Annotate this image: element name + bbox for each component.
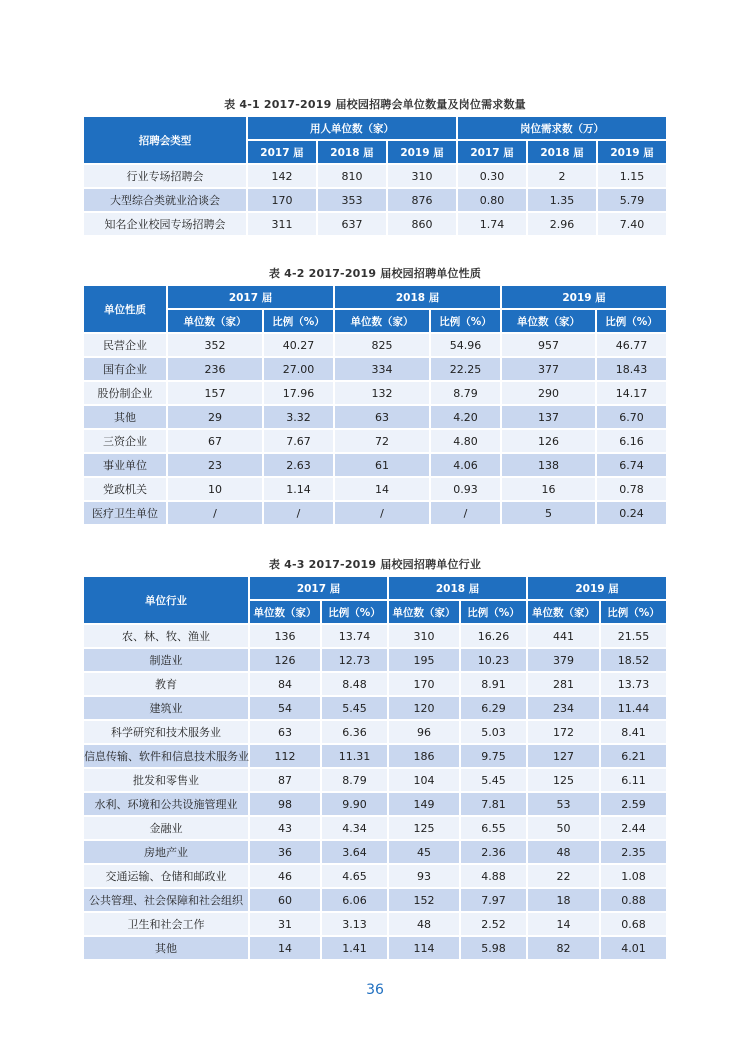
table-cell: /	[334, 501, 430, 525]
table-cell: 36	[249, 840, 321, 864]
row-label: 其他	[83, 405, 167, 429]
table-cell: 31	[249, 912, 321, 936]
row-label: 党政机关	[83, 477, 167, 501]
table-cell: 5.45	[460, 768, 527, 792]
table-cell: 234	[527, 696, 600, 720]
table-row	[83, 164, 667, 188]
table-row	[83, 453, 667, 477]
row-label: 农、林、牧、渔业	[83, 624, 249, 648]
row-label: 金融业	[83, 816, 249, 840]
table-cell: 6.21	[600, 744, 667, 768]
table-cell: 1.35	[527, 188, 597, 212]
table-cell: 290	[501, 381, 596, 405]
table-cell: 1.14	[263, 477, 334, 501]
year-header: 2017 届	[249, 576, 388, 600]
table-cell: 6.11	[600, 768, 667, 792]
row-label: 批发和零售业	[83, 768, 249, 792]
table1-caption: 表 4-1 2017-2019 届校园招聘会单位数量及岗位需求数量	[224, 98, 526, 111]
table-cell: 40.27	[263, 333, 334, 357]
table-cell: 13.74	[321, 624, 388, 648]
table-cell: 125	[388, 816, 460, 840]
table-cell: 4.01	[600, 936, 667, 960]
table-cell: 4.80	[430, 429, 501, 453]
table-cell: 98	[249, 792, 321, 816]
table-cell: 93	[388, 864, 460, 888]
table-cell: 72	[334, 429, 430, 453]
table1-row-header: 招聘会类型	[83, 116, 247, 164]
table-cell: 810	[317, 164, 387, 188]
table-cell: 46.77	[596, 333, 667, 357]
table-cell: 5.45	[321, 696, 388, 720]
table-cell: 281	[527, 672, 600, 696]
year-header: 2019 届	[501, 285, 667, 309]
table-cell: 48	[388, 912, 460, 936]
row-label: 房地产业	[83, 840, 249, 864]
table-row	[83, 212, 667, 236]
year-header: 2019 届	[527, 576, 667, 600]
table-cell: 11.44	[600, 696, 667, 720]
row-label: 建筑业	[83, 696, 249, 720]
table-cell: 353	[317, 188, 387, 212]
table-cell: 1.08	[600, 864, 667, 888]
table-cell: 334	[334, 357, 430, 381]
table-cell: 6.55	[460, 816, 527, 840]
table-cell: 7.67	[263, 429, 334, 453]
table-cell: 14.17	[596, 381, 667, 405]
table-row	[83, 696, 667, 720]
table-cell: 22.25	[430, 357, 501, 381]
table-row	[83, 429, 667, 453]
row-label: 信息传输、软件和信息技术服务业	[83, 744, 249, 768]
row-label: 行业专场招聘会	[83, 164, 247, 188]
table-cell: 5.79	[597, 188, 667, 212]
table-cell: 8.48	[321, 672, 388, 696]
table-cell: 17.96	[263, 381, 334, 405]
table-cell: 2.35	[600, 840, 667, 864]
table-cell: 10	[167, 477, 263, 501]
table-cell: 125	[527, 768, 600, 792]
row-label: 股份制企业	[83, 381, 167, 405]
row-label: 制造业	[83, 648, 249, 672]
table-cell: 8.41	[600, 720, 667, 744]
year-header: 2018 届	[334, 285, 501, 309]
table-row	[83, 648, 667, 672]
table-cell: 4.20	[430, 405, 501, 429]
table-cell: 11.31	[321, 744, 388, 768]
ratio-header: 比例（%）	[600, 600, 667, 624]
table-cell: 14	[334, 477, 430, 501]
table-cell: 50	[527, 816, 600, 840]
table1-body	[83, 164, 667, 236]
table-cell: 127	[527, 744, 600, 768]
table-cell: 352	[167, 333, 263, 357]
table-cell: 3.13	[321, 912, 388, 936]
table-cell: 6.36	[321, 720, 388, 744]
year-header: 2018 届	[317, 140, 387, 164]
table-row	[83, 381, 667, 405]
year-header: 2017 届	[247, 140, 317, 164]
table-cell: 6.16	[596, 429, 667, 453]
table-cell: 2.36	[460, 840, 527, 864]
table-cell: 18	[527, 888, 600, 912]
table3-row-header: 单位行业	[83, 576, 249, 624]
table-cell: 8.91	[460, 672, 527, 696]
table-cell: 16	[501, 477, 596, 501]
table-cell: 120	[388, 696, 460, 720]
table-cell: 142	[247, 164, 317, 188]
table-row	[83, 333, 667, 357]
row-label: 公共管理、社会保障和社会组织	[83, 888, 249, 912]
year-header: 2018 届	[527, 140, 597, 164]
table-cell: 2	[527, 164, 597, 188]
table-cell: 84	[249, 672, 321, 696]
table-cell: 4.88	[460, 864, 527, 888]
table3-body	[83, 624, 667, 960]
table-cell: 149	[388, 792, 460, 816]
year-header: 2019 届	[387, 140, 457, 164]
table-cell: 6.29	[460, 696, 527, 720]
table-cell: 22	[527, 864, 600, 888]
table-cell: 0.68	[600, 912, 667, 936]
row-label: 大型综合类就业洽谈会	[83, 188, 247, 212]
table-cell: 441	[527, 624, 600, 648]
table-cell: 860	[387, 212, 457, 236]
table-cell: 21.55	[600, 624, 667, 648]
ratio-header: 比例（%）	[430, 309, 501, 333]
table-cell: 1.74	[457, 212, 527, 236]
table-cell: 43	[249, 816, 321, 840]
table-row	[83, 672, 667, 696]
row-label: 知名企业校园专场招聘会	[83, 212, 247, 236]
page-number: 36	[366, 982, 384, 998]
count-header: 单位数（家）	[527, 600, 600, 624]
table-4-2	[83, 285, 667, 525]
count-header: 单位数（家）	[501, 309, 596, 333]
table-cell: 152	[388, 888, 460, 912]
row-label: 水利、环境和公共设施管理业	[83, 792, 249, 816]
table-cell: 13.73	[600, 672, 667, 696]
table-cell: 2.59	[600, 792, 667, 816]
table1-group-header: 用人单位数（家）	[247, 116, 457, 140]
table-cell: 61	[334, 453, 430, 477]
table-cell: 6.70	[596, 405, 667, 429]
table-cell: 195	[388, 648, 460, 672]
table3-caption: 表 4-3 2017-2019 届校园招聘单位行业	[268, 558, 482, 571]
table-cell: 6.06	[321, 888, 388, 912]
row-label: 科学研究和技术服务业	[83, 720, 249, 744]
table-row	[83, 477, 667, 501]
table-cell: 157	[167, 381, 263, 405]
table-cell: 137	[501, 405, 596, 429]
ratio-header: 比例（%）	[460, 600, 527, 624]
table-cell: 18.43	[596, 357, 667, 381]
table-cell: 9.75	[460, 744, 527, 768]
table-cell: 170	[247, 188, 317, 212]
table-cell: 104	[388, 768, 460, 792]
table-cell: 126	[501, 429, 596, 453]
table2-caption: 表 4-2 2017-2019 届校园招聘单位性质	[268, 267, 482, 280]
table-cell: 957	[501, 333, 596, 357]
table-cell: 14	[249, 936, 321, 960]
table-cell: 132	[334, 381, 430, 405]
table-cell: 53	[527, 792, 600, 816]
table-4-1	[83, 116, 667, 236]
table-cell: 7.97	[460, 888, 527, 912]
table-cell: 1.41	[321, 936, 388, 960]
table-cell: 114	[388, 936, 460, 960]
ratio-header: 比例（%）	[263, 309, 334, 333]
ratio-header: 比例（%）	[321, 600, 388, 624]
table-cell: 4.65	[321, 864, 388, 888]
table-cell: 54	[249, 696, 321, 720]
table-row	[83, 864, 667, 888]
table-row	[83, 840, 667, 864]
table-cell: 8.79	[321, 768, 388, 792]
ratio-header: 比例（%）	[596, 309, 667, 333]
row-label: 其他	[83, 936, 249, 960]
table-cell: 60	[249, 888, 321, 912]
row-label: 卫生和社会工作	[83, 912, 249, 936]
table-cell: 29	[167, 405, 263, 429]
table-cell: 2.52	[460, 912, 527, 936]
row-label: 民营企业	[83, 333, 167, 357]
row-label: 教育	[83, 672, 249, 696]
table-cell: 170	[388, 672, 460, 696]
table-cell: 12.73	[321, 648, 388, 672]
table-cell: 112	[249, 744, 321, 768]
table-cell: /	[263, 501, 334, 525]
table-cell: 63	[334, 405, 430, 429]
table-cell: 46	[249, 864, 321, 888]
table-cell: 236	[167, 357, 263, 381]
table-cell: 126	[249, 648, 321, 672]
table-cell: 186	[388, 744, 460, 768]
table-cell: 825	[334, 333, 430, 357]
count-header: 单位数（家）	[334, 309, 430, 333]
table-cell: /	[167, 501, 263, 525]
table-cell: 6.74	[596, 453, 667, 477]
table-cell: 16.26	[460, 624, 527, 648]
row-label: 交通运输、仓储和邮政业	[83, 864, 249, 888]
table-cell: 310	[387, 164, 457, 188]
table-cell: 4.06	[430, 453, 501, 477]
table-cell: 8.79	[430, 381, 501, 405]
row-label: 三资企业	[83, 429, 167, 453]
table-cell: 96	[388, 720, 460, 744]
table-cell: 4.34	[321, 816, 388, 840]
table-cell: 379	[527, 648, 600, 672]
table-cell: 27.00	[263, 357, 334, 381]
table-cell: 23	[167, 453, 263, 477]
table-cell: 54.96	[430, 333, 501, 357]
table-cell: 10.23	[460, 648, 527, 672]
table-row	[83, 624, 667, 648]
table-cell: 876	[387, 188, 457, 212]
table-cell: 63	[249, 720, 321, 744]
table-row	[83, 188, 667, 212]
table-cell: 0.80	[457, 188, 527, 212]
table-cell: /	[430, 501, 501, 525]
table-cell: 172	[527, 720, 600, 744]
table-cell: 18.52	[600, 648, 667, 672]
table-cell: 2.96	[527, 212, 597, 236]
table-cell: 0.24	[596, 501, 667, 525]
table-cell: 0.30	[457, 164, 527, 188]
table-cell: 0.78	[596, 477, 667, 501]
table-4-3	[83, 576, 667, 960]
table-cell: 1.15	[597, 164, 667, 188]
table1-group-header: 岗位需求数（万）	[457, 116, 667, 140]
table-cell: 637	[317, 212, 387, 236]
table-cell: 136	[249, 624, 321, 648]
table-cell: 3.64	[321, 840, 388, 864]
table-cell: 67	[167, 429, 263, 453]
row-label: 国有企业	[83, 357, 167, 381]
table-row	[83, 792, 667, 816]
year-header: 2019 届	[597, 140, 667, 164]
count-header: 单位数（家）	[388, 600, 460, 624]
table2-row-header: 单位性质	[83, 285, 167, 333]
table-cell: 0.93	[430, 477, 501, 501]
table-cell: 14	[527, 912, 600, 936]
table-cell: 377	[501, 357, 596, 381]
table-row	[83, 816, 667, 840]
table-cell: 2.63	[263, 453, 334, 477]
table-row	[83, 744, 667, 768]
table2-body	[83, 333, 667, 525]
table-row	[83, 768, 667, 792]
table-cell: 138	[501, 453, 596, 477]
table-cell: 310	[388, 624, 460, 648]
table-cell: 87	[249, 768, 321, 792]
count-header: 单位数（家）	[167, 309, 263, 333]
table-row	[83, 357, 667, 381]
table-cell: 2.44	[600, 816, 667, 840]
table-cell: 7.81	[460, 792, 527, 816]
row-label: 医疗卫生单位	[83, 501, 167, 525]
row-label: 事业单位	[83, 453, 167, 477]
table-cell: 7.40	[597, 212, 667, 236]
table-cell: 0.88	[600, 888, 667, 912]
table-row	[83, 888, 667, 912]
table-cell: 48	[527, 840, 600, 864]
table-cell: 9.90	[321, 792, 388, 816]
table-row	[83, 720, 667, 744]
table-cell: 5.03	[460, 720, 527, 744]
count-header: 单位数（家）	[249, 600, 321, 624]
year-header: 2017 届	[457, 140, 527, 164]
table-row	[83, 501, 667, 525]
table-cell: 5	[501, 501, 596, 525]
table-cell: 3.32	[263, 405, 334, 429]
year-header: 2017 届	[167, 285, 334, 309]
table-row	[83, 405, 667, 429]
table-cell: 45	[388, 840, 460, 864]
table-cell: 311	[247, 212, 317, 236]
table-row	[83, 912, 667, 936]
table-cell: 5.98	[460, 936, 527, 960]
table-row	[83, 936, 667, 960]
year-header: 2018 届	[388, 576, 527, 600]
table-cell: 82	[527, 936, 600, 960]
